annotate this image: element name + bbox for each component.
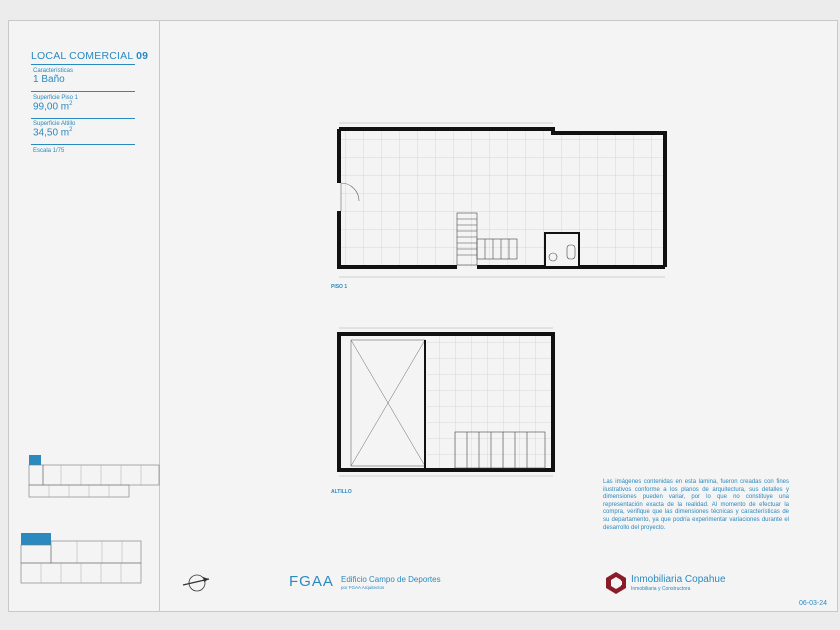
fgaa-logo-text: FGAA xyxy=(289,573,334,590)
area-unit-exponent: 2 xyxy=(69,101,73,107)
divider xyxy=(31,118,135,119)
floor1-plan xyxy=(327,121,667,281)
company-logo xyxy=(604,571,754,599)
floor1-area-label: Superficie Piso 1 xyxy=(33,95,79,101)
unit-number: 09 xyxy=(136,50,149,62)
loft-area-number: 34,50 m xyxy=(33,127,70,139)
characteristics-value: 1 Baño xyxy=(33,74,65,85)
company-sub: Inmobiliaria y Constructora xyxy=(631,586,691,592)
floor1-plan-label: PISO 1 xyxy=(331,284,348,290)
keyplan-icon xyxy=(21,451,161,511)
area-unit-exponent: 2 xyxy=(69,127,73,133)
characteristics-label: Características xyxy=(33,68,74,74)
unit-title-prefix: LOCAL COMERCIAL xyxy=(31,50,133,62)
loft-area-label: Superficie Altillo xyxy=(33,121,76,127)
disclaimer-text: Las imágenes contenidas en esta lamina, fueron creadas con fines ilustrativos conforme a los planos de arquitectura, sus detalles y dimensiones pueden variar, por lo que no constituye una representación exacta de la realidad. Al momento de efectuar la compra, verifique que las dimensiones técnicas y características de su departamento, ya que podría experimentar variaciones durante el desarrollo del proyecto. xyxy=(603,479,789,531)
loft-plan xyxy=(327,326,557,481)
north-arrow-icon xyxy=(179,571,215,595)
keyplan-icon xyxy=(17,529,157,589)
issue-date: 06-03-24 xyxy=(798,600,827,607)
loft-plan-label: ALTILLO xyxy=(331,489,352,495)
company-logo-icon xyxy=(604,571,628,595)
divider xyxy=(31,91,135,92)
floor1-area-value xyxy=(33,101,72,112)
unit-title xyxy=(31,50,148,62)
info-sidebar xyxy=(9,21,160,611)
fgaa-logo xyxy=(289,573,449,597)
title-divider xyxy=(31,64,135,65)
project-sub: por FGAA Arquitectos xyxy=(341,585,385,590)
project-name: Edificio Campo de Deportes xyxy=(341,575,441,584)
divider xyxy=(31,144,135,145)
plan-sheet xyxy=(8,20,838,612)
floor1-area-number: 99,00 m xyxy=(33,101,70,113)
loft-area-value xyxy=(33,127,72,138)
scale-label: Escala 1/75 xyxy=(33,148,65,154)
company-name: Inmobiliaria Copahue xyxy=(631,574,726,585)
